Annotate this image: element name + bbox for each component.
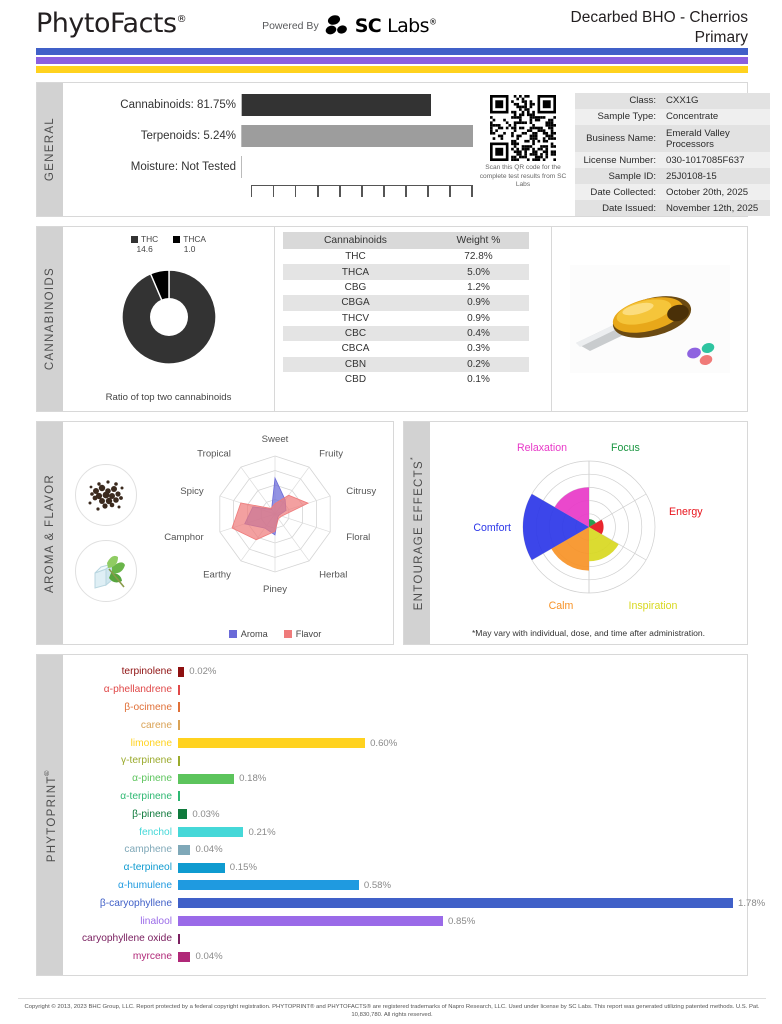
- legend-swatch: [284, 630, 292, 638]
- donut-legend-item: [131, 234, 158, 254]
- terpene-bar-zone: [178, 720, 765, 730]
- terpene-bar: [178, 720, 180, 730]
- terpene-row: [63, 859, 765, 877]
- terpene-name: carene: [140, 719, 172, 731]
- svg-text:Sweet: Sweet: [261, 434, 289, 445]
- aroma-flavor-section: [36, 421, 394, 645]
- cannabinoid-weight: 0.3%: [428, 341, 529, 356]
- legend-swatch: [229, 630, 237, 638]
- color-banner: [36, 48, 748, 73]
- info-key: Date Collected:: [575, 184, 661, 200]
- entourage-effects-section: [403, 421, 748, 645]
- general-row-label: Cannabinoids: 81.75%: [120, 99, 236, 111]
- info-key: Business Name:: [575, 125, 661, 152]
- general-bar-track: [241, 156, 473, 178]
- cannabinoid-name: CBC: [283, 326, 428, 341]
- svg-text:Energy: Energy: [668, 506, 703, 518]
- svg-text:Herbal: Herbal: [319, 569, 348, 581]
- terpene-row: [63, 699, 765, 717]
- svg-text:Fruity: Fruity: [319, 448, 344, 460]
- terpene-bar: [178, 685, 180, 695]
- radar-legend-item: [229, 629, 268, 639]
- general-bars: [73, 93, 473, 216]
- legend-label: THC: [140, 234, 159, 244]
- terpene-row: [63, 770, 765, 788]
- info-value: October 20th, 2025: [661, 184, 770, 200]
- table-header-row: [283, 232, 529, 249]
- terpene-name: fenchol: [139, 826, 172, 838]
- cannabinoids-table: [283, 232, 529, 387]
- cannabinoid-name: THCA: [283, 264, 428, 279]
- svg-text:Citrusy: Citrusy: [346, 485, 377, 497]
- info-value: 25J0108-15: [661, 168, 770, 184]
- terpene-row: [63, 930, 765, 948]
- terpene-bar: [178, 845, 190, 855]
- terpene-row: [63, 734, 765, 752]
- svg-text:Tropical: Tropical: [197, 448, 231, 460]
- svg-text:Comfort: Comfort: [472, 522, 511, 534]
- info-row: [575, 152, 770, 168]
- terpene-bar-zone: [178, 666, 765, 677]
- terpene-value: 0.85%: [448, 915, 476, 927]
- terpene-name: α-humulene: [117, 879, 172, 891]
- cannabinoid-weight: 0.9%: [428, 311, 529, 326]
- terpene-row: [63, 894, 765, 912]
- radar-chart: [149, 422, 401, 618]
- entourage-note: *May vary with individual, dose, and time after administration.: [471, 628, 706, 638]
- banner-bar-3: [36, 66, 748, 73]
- aroma-icons: [63, 422, 149, 644]
- info-key: Date Issued:: [575, 200, 661, 216]
- info-row: [575, 168, 770, 184]
- donut-legend-item: [173, 234, 206, 254]
- entourage-side-label: ENTOURAGE EFFECTS*: [404, 422, 430, 644]
- cannabinoids-side-label: CANNABINOIDS: [37, 227, 63, 411]
- terpene-value: 1.78%: [738, 897, 766, 909]
- terpene-name: caryophyllene oxide: [81, 933, 172, 945]
- aroma-side-label: AROMA & FLAVOR: [37, 422, 63, 644]
- terpene-bar-chart: [63, 655, 775, 975]
- terpene-bar-zone: [178, 880, 765, 891]
- terpene-bar-zone: [178, 934, 765, 944]
- svg-text:Relaxation: Relaxation: [516, 442, 567, 454]
- sclabs-logo: [325, 15, 437, 37]
- terpene-bar: [178, 863, 225, 873]
- general-row: [73, 124, 473, 148]
- aroma-entourage-row: [36, 421, 748, 645]
- info-value: November 12th, 2025: [661, 200, 770, 216]
- terpene-bar-zone: [178, 827, 765, 838]
- terpene-name: terpinolene: [121, 666, 172, 678]
- cannabinoid-weight: 0.1%: [428, 372, 529, 387]
- table-row: [283, 249, 529, 264]
- cannabinoid-name: CBG: [283, 280, 428, 295]
- general-row-label: Moisture: Not Tested: [130, 161, 236, 173]
- terpene-name: β-ocimene: [124, 701, 172, 713]
- legend-label: Aroma: [240, 629, 268, 639]
- info-value: 030-1017085F637: [661, 152, 770, 168]
- table-row: [283, 280, 529, 295]
- terpene-name: γ-terpinene: [121, 755, 172, 767]
- terpene-bar: [178, 774, 234, 784]
- terpene-bar-zone: [178, 738, 765, 749]
- terpene-value: 0.03%: [192, 808, 220, 820]
- terpene-bar: [178, 738, 365, 748]
- cannabinoids-section: [36, 226, 748, 412]
- cannabinoid-weight: 0.9%: [428, 295, 529, 310]
- table-row: [283, 295, 529, 310]
- info-value: CXX1G: [661, 93, 770, 109]
- info-row: [575, 93, 770, 109]
- info-row: [575, 200, 770, 216]
- terpene-value: 0.04%: [195, 951, 223, 963]
- table-column-header: Weight %: [428, 232, 529, 249]
- terpene-row: [63, 805, 765, 823]
- cannabinoid-weight: 1.2%: [428, 280, 529, 295]
- svg-text:Earthy: Earthy: [203, 569, 231, 581]
- banner-bar-2: [36, 57, 748, 64]
- table-column-header: Cannabinoids: [283, 232, 428, 249]
- radar-legend: [149, 629, 401, 639]
- terpene-bar-zone: [178, 773, 765, 784]
- terpene-name: β-pinene: [132, 808, 172, 820]
- report-header: [18, 0, 764, 44]
- terpene-bar: [178, 934, 180, 944]
- terpene-row: [63, 752, 765, 770]
- general-axis: [251, 185, 473, 197]
- powered-by-label: Powered By: [262, 20, 319, 32]
- info-row: [575, 125, 770, 152]
- legend-value: 14.6: [136, 244, 153, 254]
- peppercorns-icon: [75, 464, 137, 526]
- info-key: Sample ID:: [575, 168, 661, 184]
- qr-caption: Scan this QR code for the complete test results from SC Labs: [479, 164, 567, 189]
- terpene-name: myrcene: [132, 951, 172, 963]
- terpene-name: β-caryophyllene: [99, 897, 172, 909]
- terpene-row: [63, 948, 765, 966]
- qr-code-icon[interactable]: [490, 95, 556, 161]
- cannabinoid-weight: 0.4%: [428, 326, 529, 341]
- info-key: License Number:: [575, 152, 661, 168]
- info-value: Emerald Valley Processors: [661, 125, 770, 152]
- terpene-value: 0.18%: [239, 773, 267, 785]
- cannabinoid-name: CBGA: [283, 295, 428, 310]
- aroma-flavor-radar: [149, 422, 401, 644]
- svg-text:Focus: Focus: [610, 442, 640, 454]
- terpene-row: [63, 823, 765, 841]
- legend-label: Flavor: [295, 629, 322, 639]
- table-row: [283, 341, 529, 356]
- legend-label: THCA: [183, 234, 207, 244]
- terpene-row: [63, 663, 765, 681]
- general-bar: [242, 125, 473, 147]
- terpene-bar: [178, 898, 733, 908]
- svg-text:Inspiration: Inspiration: [628, 600, 677, 612]
- donut-legend: [131, 234, 206, 254]
- terpene-bar: [178, 791, 180, 801]
- terpene-bar: [178, 952, 190, 962]
- table-row: [283, 372, 529, 387]
- general-row: [73, 93, 473, 117]
- terpene-name: α-pinene: [132, 773, 172, 785]
- terpene-bar-zone: [178, 844, 765, 855]
- terpene-name: α-phellandrene: [103, 684, 172, 696]
- terpene-row: [63, 788, 765, 806]
- legend-swatch: [131, 236, 138, 243]
- svg-text:Spicy: Spicy: [180, 485, 204, 497]
- svg-text:Calm: Calm: [548, 600, 573, 612]
- terpene-name: linalool: [140, 915, 172, 927]
- terpene-row: [63, 877, 765, 895]
- terpene-row: [63, 841, 765, 859]
- mint-ice-icon: [75, 540, 137, 602]
- info-row: [575, 109, 770, 125]
- table-row: [283, 357, 529, 372]
- banner-bar-1: [36, 48, 748, 55]
- qr-block: [477, 93, 569, 216]
- terpene-bar-zone: [178, 916, 765, 927]
- cannabinoid-weight: 72.8%: [428, 249, 529, 264]
- legend-swatch: [173, 236, 180, 243]
- info-key: Class:: [575, 93, 661, 109]
- general-side-label: GENERAL: [37, 83, 63, 216]
- cannabinoid-name: THC: [283, 249, 428, 264]
- terpene-bar: [178, 756, 180, 766]
- cannabinoid-name: CBN: [283, 357, 428, 372]
- sample-title: Decarbed BHO - Cherrios Primary: [570, 9, 748, 46]
- terpene-bar: [178, 702, 180, 712]
- info-value: Concentrate: [661, 109, 770, 125]
- table-row: [283, 326, 529, 341]
- terpene-name: camphene: [124, 844, 172, 856]
- terpene-bar-zone: [178, 898, 765, 909]
- cannabinoid-weight: 5.0%: [428, 264, 529, 279]
- terpene-bar-zone: [178, 702, 765, 712]
- table-row: [283, 264, 529, 279]
- sclabs-name: SC Labs®: [354, 15, 437, 37]
- sample-info-table: [575, 93, 770, 216]
- terpene-bar: [178, 880, 359, 890]
- svg-text:Floral: Floral: [346, 532, 371, 544]
- terpene-value: 0.60%: [370, 737, 398, 749]
- donut-caption: Ratio of top two cannabinoids: [105, 392, 232, 403]
- terpene-row: [63, 716, 765, 734]
- terpene-value: 0.15%: [229, 862, 257, 874]
- terpene-bar: [178, 809, 187, 819]
- phytofacts-logo: PhytoFacts®: [36, 8, 187, 39]
- general-row: [73, 155, 473, 179]
- info-key: Sample Type:: [575, 109, 661, 125]
- terpene-bar-zone: [178, 809, 765, 820]
- terpene-bar-zone: [178, 685, 765, 695]
- cannabinoid-weight: 0.2%: [428, 357, 529, 372]
- sample-photo-box: [551, 227, 747, 411]
- table-row: [283, 311, 529, 326]
- terpene-value: 0.04%: [195, 844, 223, 856]
- general-bar-track: [241, 94, 473, 116]
- general-bar: [242, 94, 431, 116]
- terpene-name: α-terpinene: [120, 790, 172, 802]
- svg-text:Camphor: Camphor: [164, 532, 204, 544]
- phytoprint-side-label: PHYTOPRINT®: [37, 655, 63, 975]
- terpene-name: α-terpineol: [123, 862, 172, 874]
- legend-value: 1.0: [183, 244, 196, 254]
- terpene-bar: [178, 827, 243, 837]
- terpene-value: 0.02%: [189, 666, 217, 678]
- cannabinoid-name: CBCA: [283, 341, 428, 356]
- cannabinoid-name: CBD: [283, 372, 428, 387]
- cannabinoid-ratio-donut: [63, 227, 275, 411]
- sample-photo: [570, 265, 730, 373]
- entourage-radial-chart: [439, 439, 739, 627]
- terpene-value: 0.21%: [248, 826, 276, 838]
- terpene-value: 0.58%: [363, 879, 392, 891]
- terpene-row: [63, 681, 765, 699]
- cannabinoid-name: THCV: [283, 311, 428, 326]
- info-row: [575, 184, 770, 200]
- terpene-bar-zone: [178, 862, 765, 873]
- general-section: [36, 82, 759, 217]
- sclabs-dots-icon: [325, 15, 351, 37]
- terpene-bar: [178, 916, 443, 926]
- phytoprint-section: [36, 654, 766, 976]
- footer-copyright: Copyright © 2013, 2023 BHC Group, LLC. Report protected by a federal copyright registration. PHYTOPRINT® and PHYTOFACTS® are registered trademarks of Napro Research, LLC. Used under license by SC Labs. This report was generated utilizing patented methods. U.S. Pat. 10,830,780. All rights reserved.: [18, 998, 766, 1020]
- terpene-name: limonene: [130, 737, 172, 749]
- donut-chart: [110, 258, 228, 376]
- general-row-label: Terpenoids: 5.24%: [140, 130, 236, 142]
- terpene-row: [63, 912, 765, 930]
- terpene-bar-zone: [178, 791, 765, 801]
- terpene-bar-zone: [178, 756, 765, 766]
- radar-legend-item: [284, 629, 322, 639]
- powered-by-block: [262, 15, 436, 37]
- terpene-bar-zone: [178, 951, 765, 962]
- terpene-bar: [178, 667, 184, 677]
- svg-text:Piney: Piney: [263, 584, 287, 595]
- general-bar-track: [241, 125, 473, 147]
